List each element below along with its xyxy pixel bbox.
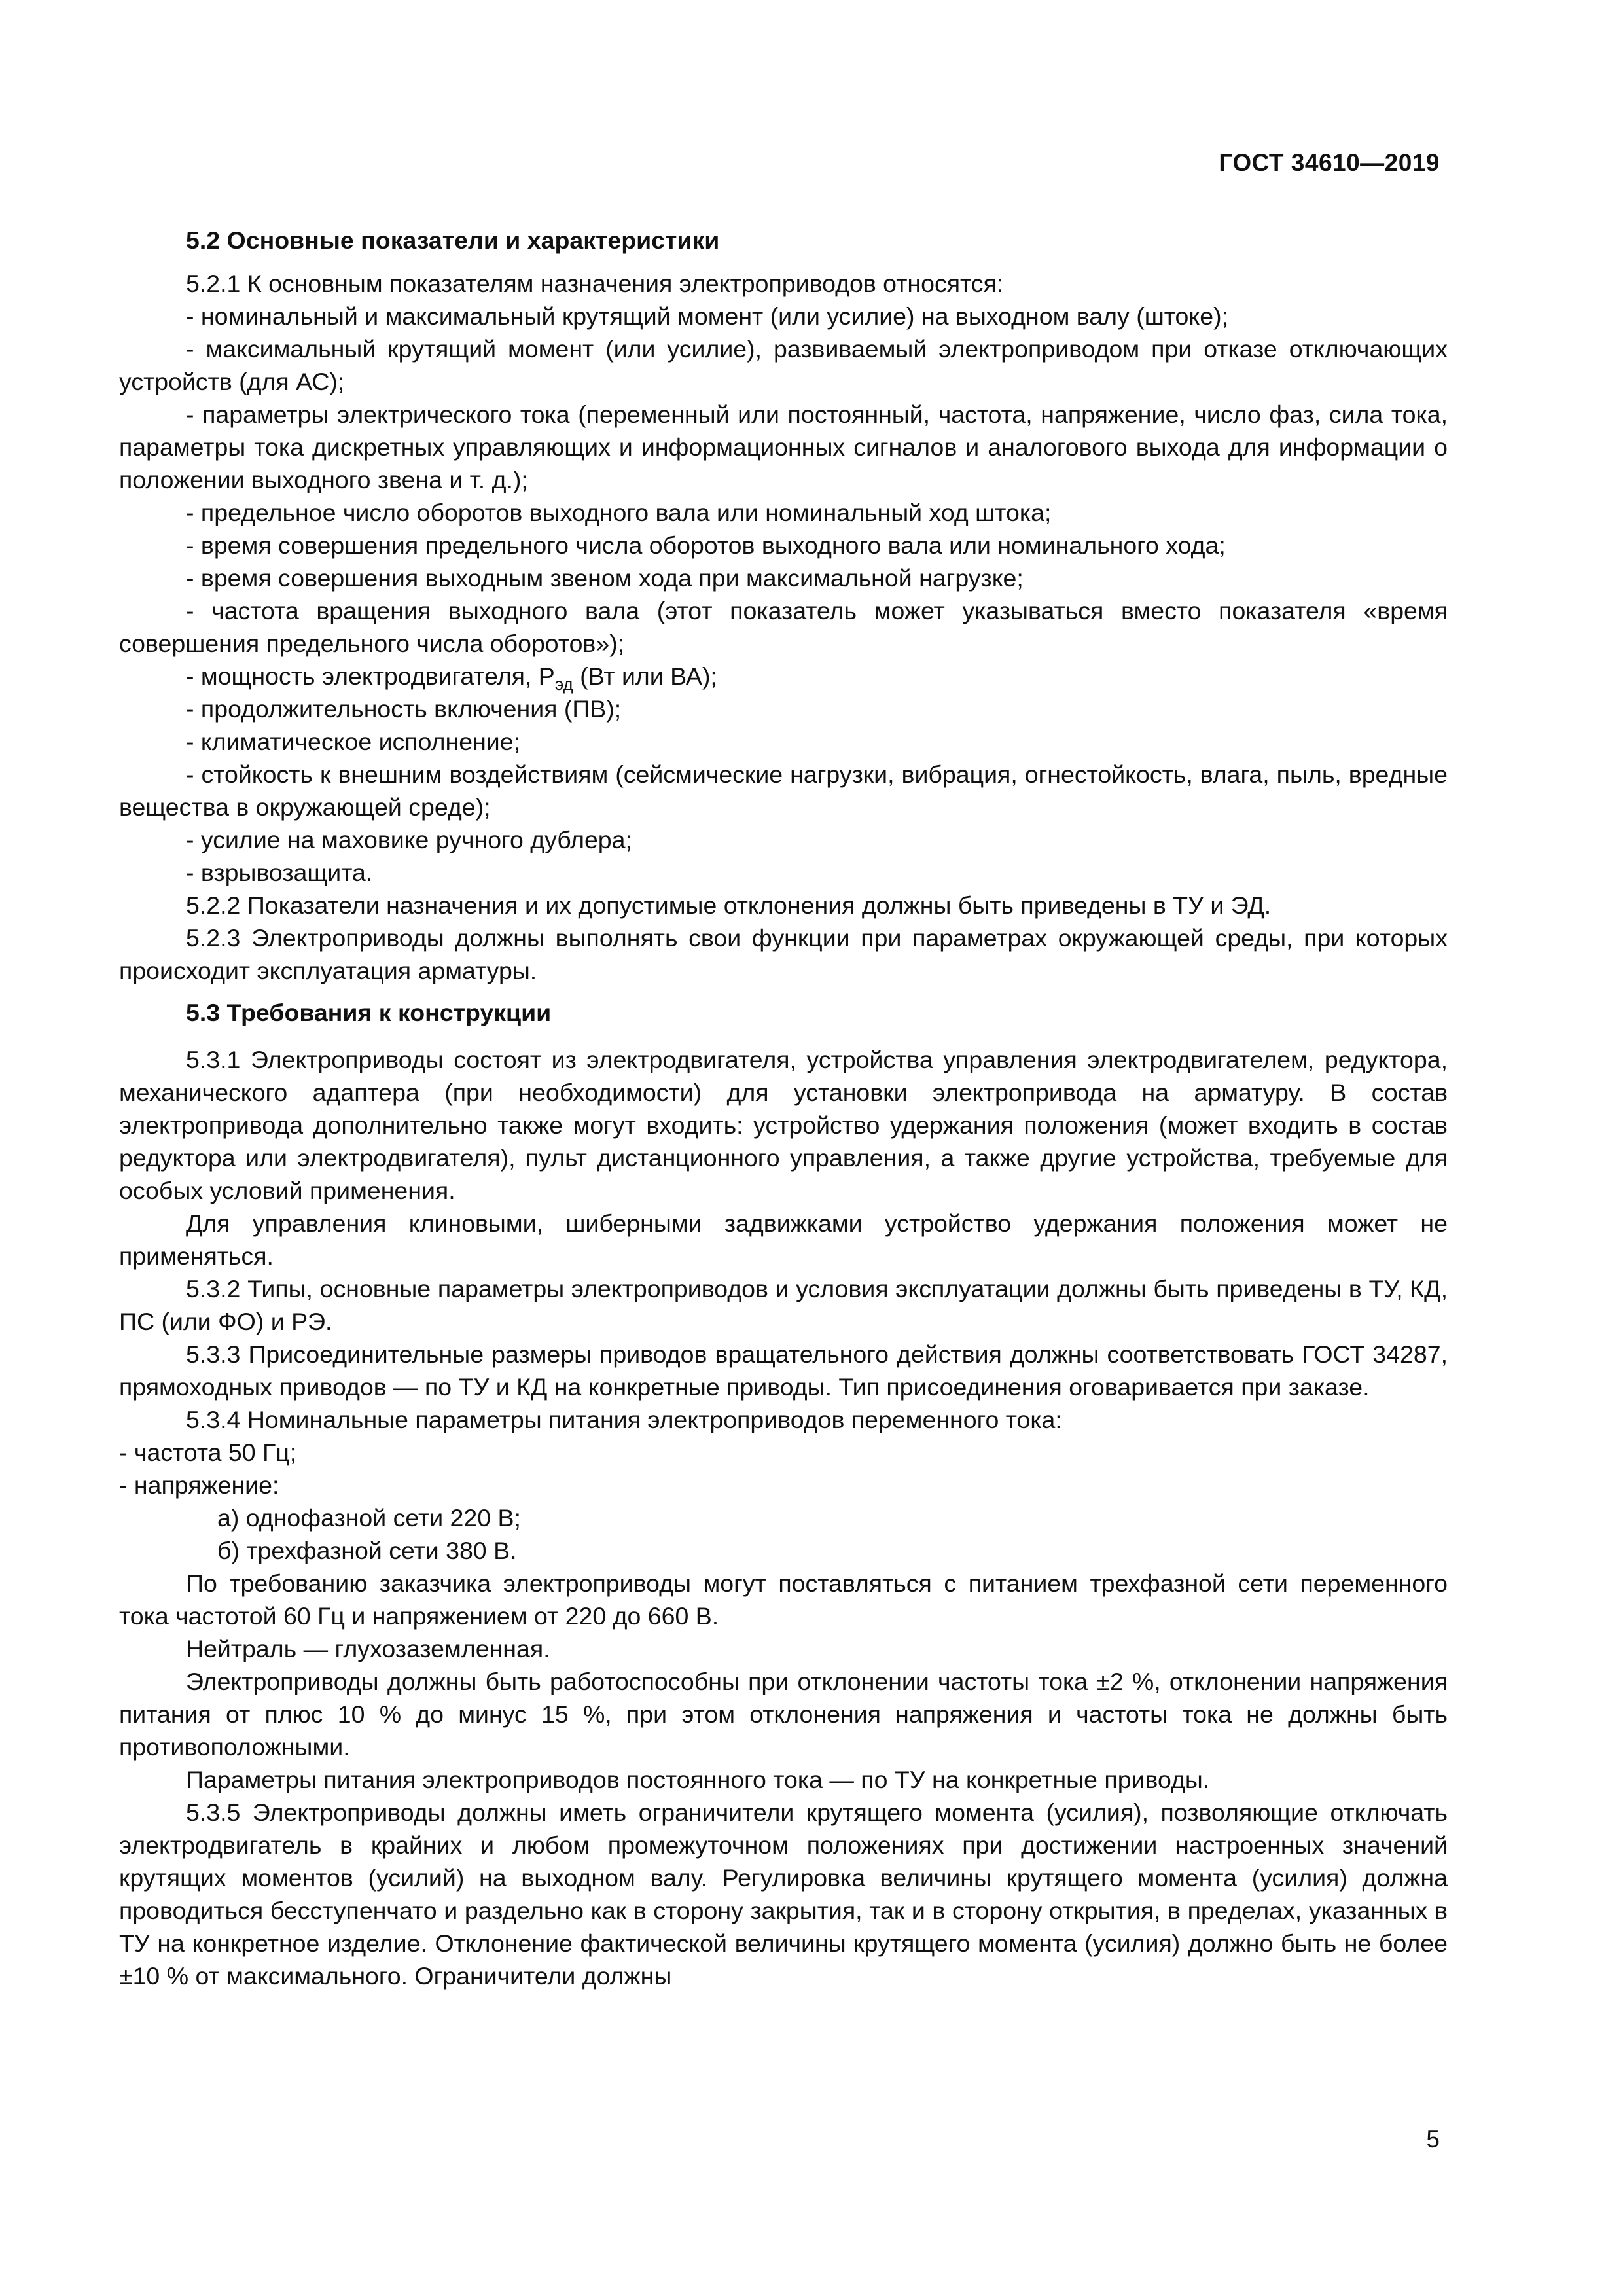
list-item: - максимальный крутящий момент (или усилие), развиваемый электроприводом при отказе отключающих устройств (для АС); xyxy=(119,335,1448,395)
paragraph-dc: Параметры питания электроприводов постоянного тока — по ТУ на конкретные приводы. xyxy=(186,1766,1210,1793)
list-item: - предельное число оборотов выходного вала или номинальный ход штока; xyxy=(186,499,1052,526)
list-item: - время совершения выходным звеном хода при максимальной нагрузке; xyxy=(186,564,1024,592)
page-number: 5 xyxy=(1426,2126,1440,2153)
document-code: ГОСТ 34610—2019 xyxy=(1219,149,1440,176)
clause-5-3-2: 5.3.2 Типы, основные параметры электроприводов и условия эксплуатации должны быть приведены в ТУ, КД, ПС (или ФО) и РЭ. xyxy=(119,1275,1448,1335)
clause-5-3-1: 5.3.1 Электроприводы состоят из электродвигателя, устройства управления электродвигателем, редуктора, механического адаптера (при необходимости) для установки электропривода на арматуру. В состав электропривода дополнительно также могут входить: устройство удержания положения (может входить в состав редуктора или электродвигателя), пульт дистанционного управления, а также другие устройства, требуемые для особых условий применения. xyxy=(119,1046,1448,1204)
clause-5-2-2: 5.2.2 Показатели назначения и их допустимые отклонения должны быть приведены в ТУ и ЭД. xyxy=(186,891,1272,919)
list-item: - климатическое исполнение; xyxy=(186,728,521,755)
clause-5-2-3: 5.2.3 Электроприводы должны выполнять свои функции при параметрах окружающей среды, при которых происходит эксплуатация арматуры. xyxy=(119,924,1448,984)
page-body xyxy=(119,224,1448,1992)
list-item: - стойкость к внешним воздействиям (сейсмические нагрузки, вибрация, огнестойкость, влага, пыль, вредные вещества в окружающей среде); xyxy=(119,761,1448,821)
list-item-power xyxy=(119,660,1448,692)
list-item: - время совершения предельного числа оборотов выходного вала или номинального хода; xyxy=(186,531,1226,559)
list-item: - усилие на маховике ручного дублера; xyxy=(186,826,632,853)
power-unit: (Вт или ВА); xyxy=(573,662,717,690)
paragraph-neutral: Нейтраль — глухозаземленная. xyxy=(186,1635,550,1662)
list-item: - напряжение: xyxy=(119,1471,279,1499)
list-item: - номинальный и максимальный крутящий момент (или усилие) на выходном валу (штоке); xyxy=(186,302,1228,330)
list-item: - частота 50 Гц; xyxy=(119,1439,297,1466)
clause-5-3-4: 5.3.4 Номинальные параметры питания электроприводов переменного тока: xyxy=(186,1406,1062,1433)
section-5-2-heading: 5.2 Основные показатели и характеристики xyxy=(186,226,720,254)
power-subscript: эд xyxy=(554,674,573,694)
clause-5-3-3: 5.3.3 Присоединительные размеры приводов вращательного действия должны соответствовать ГОСТ 34287, прямоходных приводов — по ТУ и КД на конкретные приводы. Тип присоединения оговаривается при заказе. xyxy=(119,1340,1448,1401)
paragraph-customer: По требованию заказчика электроприводы могут поставляться с питанием трехфазной сети переменного тока частотой 60 Гц и напряжением от 220 до 660 В. xyxy=(119,1570,1448,1630)
paragraph-wedge-valves: Для управления клиновыми, шиберными задвижками устройство удержания положения может не применяться. xyxy=(119,1210,1448,1270)
power-text: - мощность электродвигателя, P xyxy=(186,662,555,690)
list-item: - параметры электрического тока (переменный или постоянный, частота, напряжение, число фаз, сила тока, параметры тока дискретных управляющих и информационных сигналов и аналогового выхода для информации о положении выходного звена и т. д.); xyxy=(119,401,1448,493)
list-item: - продолжительность включения (ПВ); xyxy=(186,695,622,723)
voltage-item: б) трехфазной сети 380 В. xyxy=(217,1537,517,1564)
list-item: - взрывозащита. xyxy=(186,859,373,886)
paragraph-tolerance: Электроприводы должны быть работоспособны при отклонении частоты тока ±2 %, отклонении напряжения питания от плюс 10 % до минус 15 %, при этом отклонения напряжения и частоты тока не должны быть противоположными. xyxy=(119,1668,1448,1761)
clause-5-2-1: 5.2.1 К основным показателям назначения электроприводов относятся: xyxy=(186,270,1004,297)
list-item: - частота вращения выходного вала (этот показатель может указываться вместо показателя «время совершения предельного числа оборотов»); xyxy=(119,597,1448,657)
clause-5-3-5: 5.3.5 Электроприводы должны иметь ограничители крутящего момента (усилия), позволяющие отключать электродвигатель в крайних и любом промежуточном положениях при достижении настроенных значений крутящих моментов (усилий) на выходном валу. Регулировка величины крутящего момента (усилия) должна проводиться бесступенчато и раздельно как в сторону закрытия, так и в сторону открытия, в пределах, указанных в ТУ на конкретное изделие. Отклонение фактической величины крутящего момента (усилия) должно быть не более ±10 % от максимального. Ограничители должны xyxy=(119,1799,1448,1990)
section-5-3-heading: 5.3 Требования к конструкции xyxy=(186,999,552,1026)
voltage-item: а) однофазной сети 220 В; xyxy=(217,1504,521,1532)
